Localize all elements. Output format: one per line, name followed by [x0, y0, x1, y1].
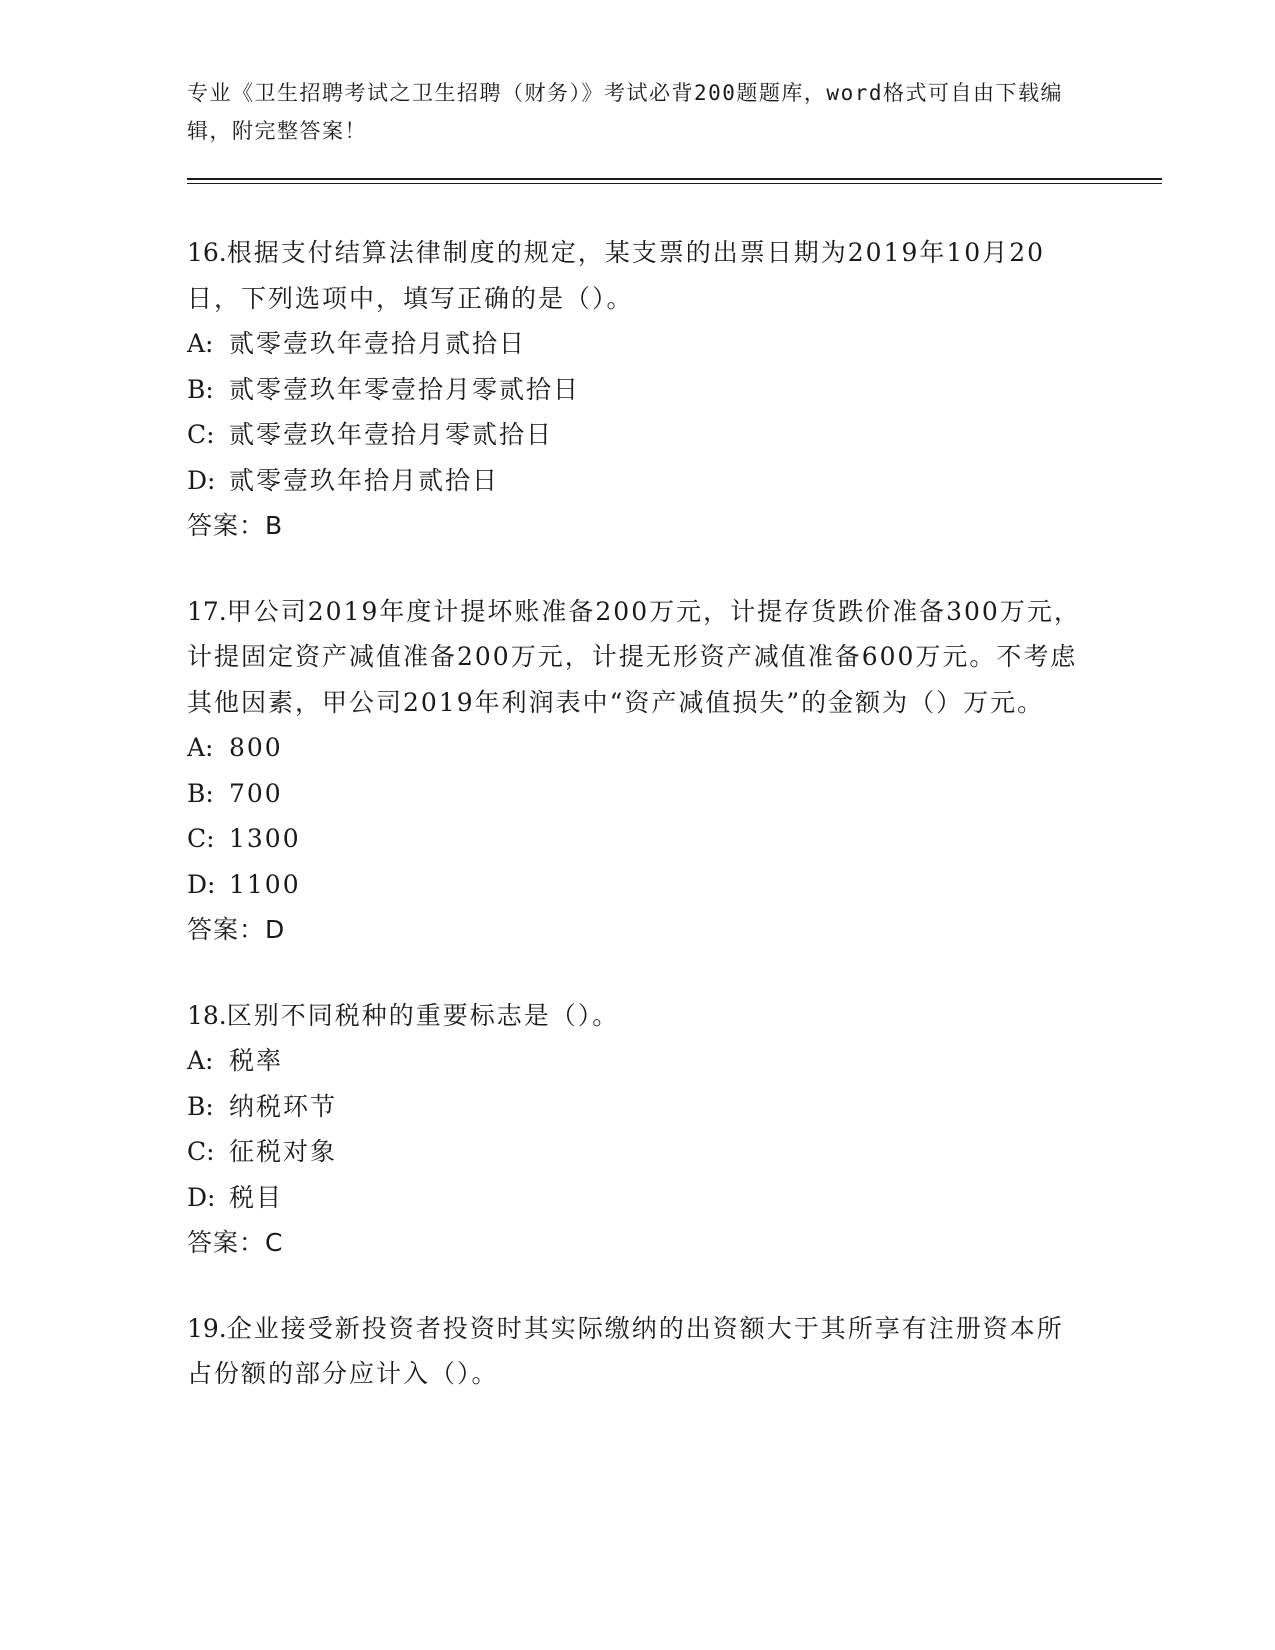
- option-text: 税率: [229, 1046, 284, 1075]
- option-letter: D:: [187, 869, 216, 899]
- option-c: [187, 412, 1087, 458]
- option-d: [187, 862, 1087, 908]
- header-divider-thick: [187, 178, 1162, 180]
- option-text: 税目: [229, 1182, 284, 1212]
- option-d: [187, 458, 1087, 504]
- option-a: [187, 1038, 1087, 1084]
- question-stem: [187, 230, 1087, 321]
- option-letter: A:: [187, 329, 214, 358]
- header-title: 专业《卫生招聘考试之卫生招聘（财务）》考试必背200题题库，word格式可自由下载编辑，附完整答案！: [187, 81, 1063, 143]
- answer-line: 答案：C: [187, 1228, 284, 1257]
- question-16: [187, 230, 1087, 549]
- option-text: 1300: [229, 824, 301, 853]
- question-18: [187, 993, 1087, 1266]
- question-stem: [187, 993, 1087, 1039]
- option-text: 贰零壹玖年壹拾月零贰拾日: [229, 420, 554, 449]
- option-c: [187, 1129, 1087, 1175]
- option-c: [187, 816, 1087, 862]
- question-17: [187, 589, 1087, 953]
- option-letter: D:: [187, 1182, 216, 1212]
- option-b: [187, 1084, 1087, 1130]
- question-text: 甲公司2019年度计提坏账准备200万元，计提存货跌价准备300万元，计提固定资产减值准备200万元，计提无形资产减值准备600万元。不考虑其他因素，甲公司2019年利润表中“资产减值损失”的金额为（）万元。: [187, 596, 1081, 717]
- option-b: [187, 771, 1087, 817]
- document-header: [187, 74, 1067, 150]
- question-number: 19.: [187, 1313, 227, 1343]
- header-divider-thin: [187, 183, 1162, 184]
- answer-line: 答案：B: [187, 511, 284, 540]
- question-stem: [187, 589, 1087, 726]
- option-letter: D:: [187, 465, 216, 495]
- option-letter: B:: [187, 1091, 214, 1121]
- question-text: 根据支付结算法律制度的规定，某支票的出票日期为2019年10月20日，下列选项中，填写正确的是（）。: [187, 238, 1046, 313]
- question-number: 16.: [187, 238, 227, 267]
- option-text: 1100: [229, 869, 301, 899]
- option-letter: C:: [187, 824, 215, 853]
- option-text: 征税对象: [229, 1137, 338, 1166]
- question-19: [187, 1306, 1087, 1397]
- option-letter: A:: [187, 733, 214, 762]
- option-d: [187, 1175, 1087, 1221]
- option-letter: C:: [187, 1137, 215, 1166]
- question-number: 17.: [187, 596, 227, 626]
- option-text: 纳税环节: [229, 1091, 338, 1121]
- question-stem: [187, 1306, 1087, 1397]
- option-text: 贰零壹玖年壹拾月贰拾日: [229, 329, 527, 358]
- option-letter: A:: [187, 1046, 214, 1075]
- question-text: 企业接受新投资者投资时其实际缴纳的出资额大于其所享有注册资本所占份额的部分应计入（）。: [187, 1313, 1064, 1388]
- option-a: [187, 321, 1087, 367]
- option-b: [187, 367, 1087, 413]
- option-text: 贰零壹玖年拾月贰拾日: [229, 465, 500, 495]
- option-letter: B:: [187, 374, 214, 404]
- question-number: 18.: [187, 1000, 227, 1030]
- option-text: 800: [229, 733, 283, 762]
- question-text: 区别不同税种的重要标志是（）。: [226, 1000, 620, 1030]
- question-list: [187, 230, 1087, 1437]
- answer-line: 答案：D: [187, 915, 286, 944]
- option-text: 700: [229, 778, 283, 808]
- option-letter: C:: [187, 420, 215, 449]
- option-letter: B:: [187, 778, 214, 808]
- option-a: [187, 725, 1087, 771]
- option-text: 贰零壹玖年零壹拾月零贰拾日: [229, 374, 581, 404]
